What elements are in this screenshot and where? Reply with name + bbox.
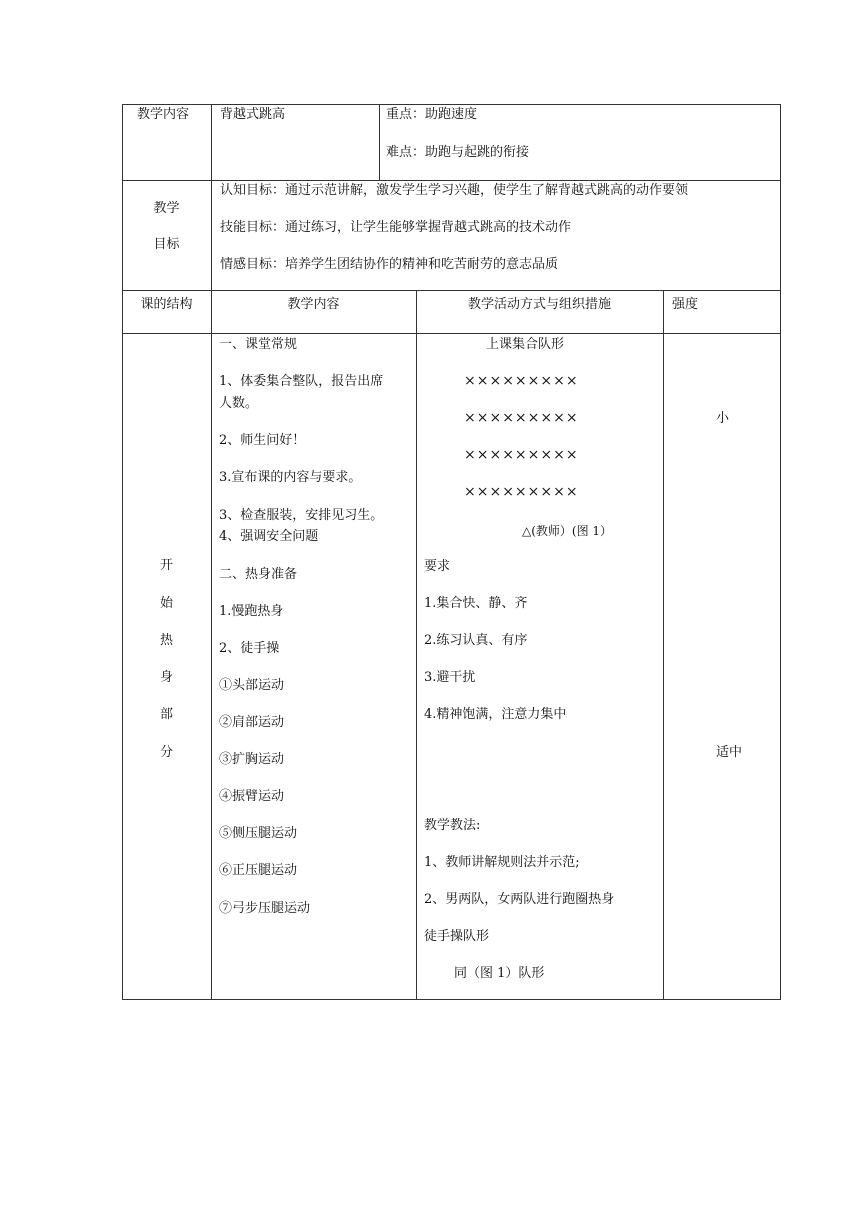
method-item: 1、教师讲解规则法并示范; [424,855,580,870]
content-item: ③扩胸运动 [219,752,285,767]
section-name-char: 开 [160,558,174,573]
content-value: 背越式跳高 [220,107,286,122]
goal-cognitive: 认知目标：通过示范讲解，激发学生学习兴趣，使学生了解背越式跳高的动作要领 [220,183,689,198]
col-header-activity: 教学活动方式与组织措施 [467,297,611,312]
section-name-char: 身 [160,670,174,685]
requirement-item: 3.避干扰 [424,670,476,685]
content-item: ⑥正压腿运动 [219,863,298,878]
content-item: ⑤侧压腿运动 [219,826,298,841]
content-item: 2、师生问好！ [219,433,306,448]
content-label: 教学内容 [137,107,190,122]
intensity-value: 适中 [716,745,743,760]
row-divider-3 [122,333,781,334]
content-item: ②肩部运动 [219,715,285,730]
formation-row: ××××××××× [464,410,579,426]
intensity-value: 小 [716,411,730,426]
teacher-mark: △(教师）(图 1） [522,524,613,538]
difficulty: 难点：助跑与起跳的衔接 [386,145,530,160]
goal-emotion: 情感目标：培养学生团结协作的精神和吃苦耐劳的意志品质 [220,257,559,272]
formation-row: ××××××××× [464,447,579,463]
requirement-item: 4.精神饱满，注意力集中 [424,707,567,722]
table-border-bottom [122,999,781,1000]
formation-title: 上课集合队形 [486,337,565,352]
content-item: ④振臂运动 [219,789,285,804]
col-divider-2 [416,290,417,1000]
col-divider-header [379,104,380,181]
content-item: 1、体委集合整队，报告出席 [219,374,384,389]
content-item: 3.宣布课的内容与要求。 [219,470,362,485]
table-border-top [122,104,781,105]
same-formation-note: 同（图 1）队形 [454,966,545,981]
content-item: ①头部运动 [219,678,285,693]
method-item: 2、男两队，女两队进行跑圈热身 [424,892,615,907]
requirements-title: 要求 [424,559,451,574]
requirement-item: 1.集合快、静、齐 [424,596,528,611]
row-divider-2 [122,290,781,291]
goals-label-1: 教学 [153,201,180,216]
goal-skill: 技能目标：通过练习，让学生能够掌握背越式跳高的技术动作 [220,220,572,235]
content-item: 2、徒手操 [219,641,280,656]
content-item: 4、强调安全问题 [219,529,319,544]
col-header-intensity: 强度 [672,297,699,312]
row-divider-1 [122,180,781,181]
section-name-char: 分 [160,745,174,760]
content-item: ⑦弓步压腿运动 [219,901,311,916]
col-header-content: 教学内容 [287,297,340,312]
method-title: 教学教法: [424,818,481,833]
content-item: 3、检查服装，安排见习生。 [219,508,384,523]
formation-row: ××××××××× [464,484,579,500]
content-item: 一、课堂常规 [219,337,298,352]
method-item: 徒手操队形 [424,929,490,944]
table-border-right [780,104,781,1000]
requirement-item: 2.练习认真、有序 [424,633,528,648]
col-divider-3 [663,290,664,1000]
content-item: 1.慢跑热身 [219,604,284,619]
formation-row: ××××××××× [464,373,579,389]
content-item: 二、热身准备 [219,567,298,582]
key-point: 重点：助跑速度 [386,107,478,122]
col-header-structure: 课的结构 [140,297,193,312]
col-divider-1 [211,104,212,1000]
section-name-char: 部 [160,707,174,722]
goals-label-2: 目标 [153,237,180,252]
section-name-char: 热 [160,633,174,648]
section-name-char: 始 [160,596,174,611]
content-item: 人数。 [219,396,259,411]
